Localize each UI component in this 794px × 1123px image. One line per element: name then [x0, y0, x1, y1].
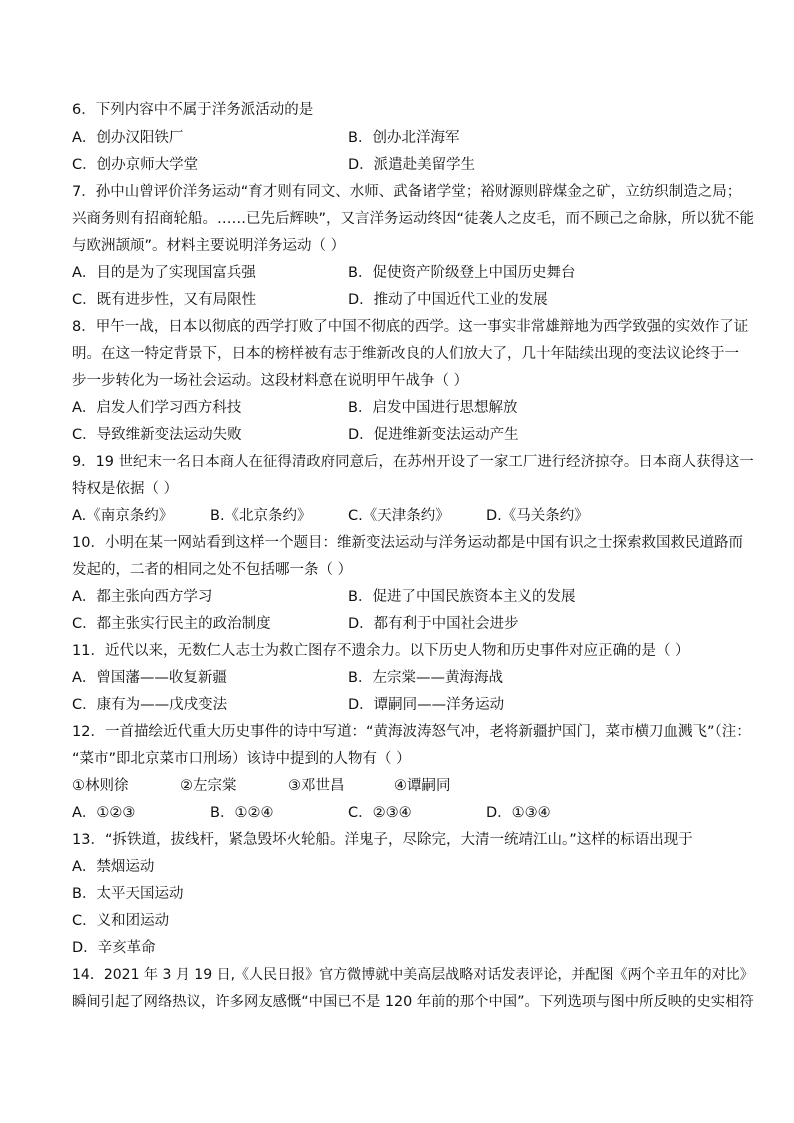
- q7-stem-line-2: 兴商务则有招商轮船。……已先后辉映”，又言洋务运动终因“徒袭人之皮毛，而不顾己之命脉，所以犹不能: [72, 211, 755, 227]
- q6-option-a: A．创办汉阳铁厂: [72, 130, 184, 146]
- q13-option-b: B．太平天国运动: [72, 886, 184, 902]
- q10-option-d: D．都有利于中国社会进步: [348, 616, 519, 632]
- q11-option-c: C．康有为——戊戌变法: [72, 697, 228, 713]
- q12-stem-line-1: 12．一首描绘近代重大历史事件的诗中写道：“黄海波涛怒气冲，老将新疆护国门，菜市横刀血溅飞”（注：: [72, 724, 751, 740]
- q8-option-c: C．导致维新变法运动失败: [72, 427, 242, 443]
- q12-item-3: ③邓世昌: [288, 778, 345, 794]
- q6-stem: 6．下列内容中不属于洋务派活动的是: [72, 102, 314, 118]
- q12-stem-line-2: “菜市”即北京菜市口刑场）该诗中提到的人物有（ ）: [72, 751, 411, 767]
- q14-stem-line-1: 14．2021 年 3 月 19 日,《人民日报》官方微博就中美高层战略对话发表评论，并配图《两个辛丑年的对比》: [72, 967, 754, 983]
- q12-option-c: C．②③④: [348, 805, 412, 821]
- q13-option-d: D．辛亥革命: [72, 940, 156, 956]
- q13-stem: 13．“拆铁道，拔线杆，紧急毁坏火轮船。洋鬼子，尽除完，大清一统靖江山。”这样的标语出现于: [72, 832, 693, 848]
- q12-item-4: ④谭嗣同: [394, 778, 451, 794]
- q8-stem-line-3: 步一步转化为一场社会运动。这段材料意在说明甲午战争（ ）: [72, 373, 469, 389]
- q7-option-c: C．既有进步性，又有局限性: [72, 292, 257, 308]
- q9-stem-line-2: 特权是依据（ ）: [72, 481, 179, 497]
- q10-option-b: B．促进了中国民族资本主义的发展: [348, 589, 576, 605]
- q11-option-d: D．谭嗣同——洋务运动: [348, 697, 505, 713]
- q9-option-b: B.《北京条约》: [210, 508, 312, 524]
- q9-option-d: D.《马关条约》: [486, 508, 589, 524]
- q10-option-c: C．都主张实行民主的政治制度: [72, 616, 271, 632]
- q9-stem-line-1: 9．19 世纪末一名日本商人在征得清政府同意后，在苏州开设了一家工厂进行经济掠夺。日本商人获得这一: [72, 454, 754, 470]
- q7-option-a: A．目的是为了实现国富兵强: [72, 265, 256, 281]
- q10-stem-line-2: 发起的，二者的相同之处不包括哪一条（ ）: [72, 562, 353, 578]
- q8-option-a: A．启发人们学习西方科技: [72, 400, 242, 416]
- q11-stem: 11．近代以来，无数仁人志士为救亡图存不遗余力。以下历史人物和历史事件对应正确的是（ ）: [72, 643, 690, 659]
- q6-option-d: D．派遣赴美留学生: [348, 157, 476, 173]
- q14-stem-line-2: 瞬间引起了网络热议，许多网友感慨“中国已不是 120 年前的那个中国”。下列选项与图中所反映的史实相符: [72, 994, 754, 1010]
- q8-option-d: D．促进维新变法运动产生: [348, 427, 519, 443]
- q7-option-b: B．促使资产阶级登上中国历史舞台: [348, 265, 576, 281]
- q6-option-b: B．创办北洋海军: [348, 130, 460, 146]
- q12-option-a: A．①②③: [72, 805, 136, 821]
- q8-stem-line-2: 明。在这一特定背景下，日本的榜样被有志于维新改良的人们放大了，几十年陆续出现的变法议论终于一: [72, 346, 739, 362]
- q13-option-c: C．义和团运动: [72, 913, 170, 929]
- q7-stem-line-1: 7．孙中山曾评价洋务运动“育才则有同文、水师、武备诸学堂；裕财源则辟煤金之矿，立纺织制造之局；: [72, 184, 742, 200]
- q12-option-d: D．①③④: [486, 805, 551, 821]
- q11-option-a: A．曾国藩——收复新疆: [72, 670, 227, 686]
- q8-stem-line-1: 8．甲午一战，日本以彻底的西学打败了中国不彻底的西学。这一事实非常雄辩地为西学致强的实效作了证: [72, 319, 749, 335]
- q9-option-c: C.《天津条约》: [348, 508, 450, 524]
- q8-option-b: B．启发中国进行思想解放: [348, 400, 518, 416]
- q11-option-b: B．左宗棠——黄海海战: [348, 670, 503, 686]
- q7-option-d: D．推动了中国近代工业的发展: [348, 292, 548, 308]
- q10-option-a: A．都主张向西方学习: [72, 589, 213, 605]
- q7-stem-line-3: 与欧洲颉颃”。材料主要说明洋务运动（ ）: [72, 238, 346, 254]
- q10-stem-line-1: 10．小明在某一网站看到这样一个题目：维新变法运动与洋务运动都是中国有识之士探索救国救民道路而: [72, 535, 743, 551]
- q12-option-b: B．①②④: [210, 805, 274, 821]
- q13-option-a: A．禁烟运动: [72, 859, 155, 875]
- q12-item-2: ②左宗棠: [180, 778, 237, 794]
- q6-option-c: C．创办京师大学堂: [72, 157, 199, 173]
- q9-option-a: A.《南京条约》: [72, 508, 174, 524]
- q12-item-1: ①林则徐: [72, 778, 129, 794]
